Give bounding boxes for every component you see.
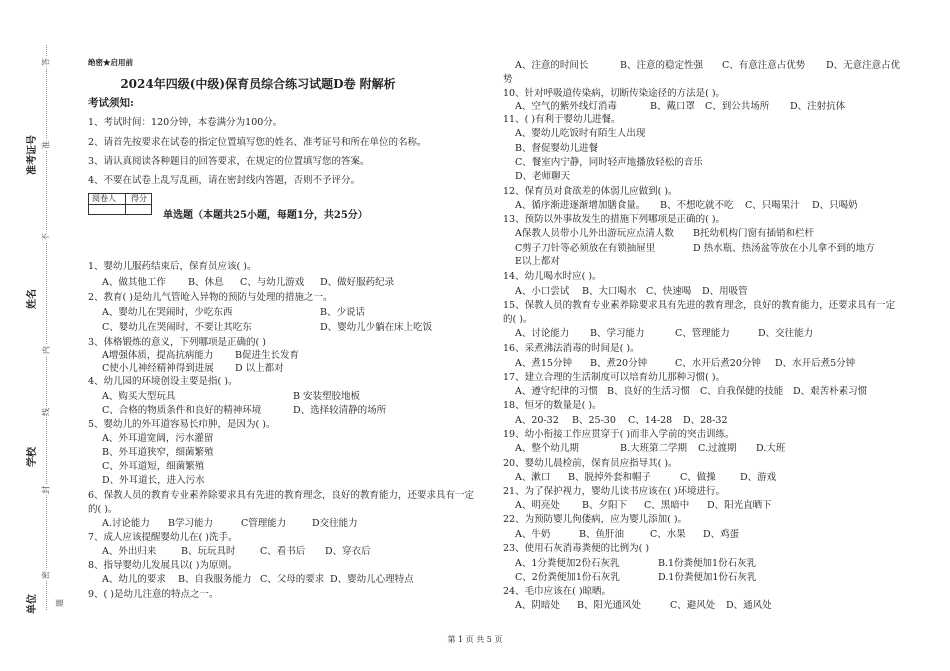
question-20-option-b: B、脱掉外套和帽子 <box>568 472 651 483</box>
question-3-option-a: A增强体质，提高抗病能力 <box>102 350 214 361</box>
question-16-options <box>0 358 950 370</box>
question-9-option-d: D、无意注意占优 <box>826 60 901 71</box>
question-16-option-b: B、煮20分钟 <box>590 358 648 369</box>
question-11-option-a: A、婴幼儿吃饭时有陌生人出现 <box>515 128 646 139</box>
question-6-option-c: C管理能力 <box>241 518 287 529</box>
question-3-option-d: D 以上都对 <box>235 363 284 374</box>
question-3-option-b: B促进生长发育 <box>235 350 299 361</box>
question-23-options <box>0 572 950 584</box>
question-13-options <box>0 228 950 240</box>
question-11-stem: 11、( )有利于婴幼儿进餐。 <box>503 114 621 125</box>
question-19-option-d: D.大班 <box>756 443 786 454</box>
question-21-option-a: A、明亮处 <box>515 500 560 511</box>
question-19-stem: 19、幼小衔接工作应贯穿于( )而非入学前的突击训练。 <box>503 429 735 440</box>
question-23-stem: 23、使用石灰消毒粪便的比例为( ) <box>503 543 650 554</box>
question-7-option-a: A、外出归来 <box>102 546 157 557</box>
question-7-stem: 7、成人应该提醒婴幼儿在( )洗手。 <box>88 532 238 543</box>
question-12-option-b: B、不想吃就不吃 <box>660 200 734 211</box>
question-20-option-d: D、游戏 <box>740 472 777 483</box>
question-18-option-b: B、25-30 <box>572 415 616 426</box>
question-15-stem-continued: 的( )。 <box>503 314 533 325</box>
question-13-option-a: A保教人员带小儿外出游玩应点清人数 <box>515 228 674 239</box>
section-heading: 单选题（本题共25小题，每题1分，共25分） <box>163 210 368 221</box>
question-3-option-c: C使小儿神经精神得到进展 <box>102 363 214 374</box>
question-24-options <box>0 600 950 612</box>
question-15-stem: 15、保教人员的教育专业素养除要求具有先进的教育理念，良好的教育能力，还要求具有一定 <box>503 300 896 311</box>
question-5-stem: 5、婴幼儿的外耳道容易长疖肿，是因为( )。 <box>88 419 276 430</box>
question-22-option-a: A、牛奶 <box>515 529 551 540</box>
question-6-option-a: A.讨论能力 <box>102 518 150 529</box>
seal-line-char: 准 <box>41 141 51 149</box>
question-17-option-d: D、艰苦朴素习惯 <box>793 386 868 397</box>
binding-label-unit: 单位 <box>27 594 38 614</box>
question-14-options <box>0 286 950 298</box>
question-19-options <box>0 443 950 455</box>
question-16-option-a: A、煮15分钟 <box>515 358 572 369</box>
question-4-stem: 4、幼儿园的环境创设主要是指( )。 <box>88 376 238 387</box>
question-13-stem: 13、预防以外事故发生的措施下列哪项是正确的( )。 <box>503 214 726 225</box>
question-14-option-c: C、快速喝 <box>646 286 692 297</box>
question-2-stem: 2、教育( )是幼儿气管呛入异物的预防与处理的措施之一。 <box>88 292 333 303</box>
question-21-option-b: B、夕阳下 <box>582 500 627 511</box>
question-18-option-d: D、28-32 <box>683 415 728 426</box>
question-22-option-d: D、鸡蛋 <box>703 529 740 540</box>
question-8-option-c: C、父母的要求 <box>260 574 325 585</box>
question-8-option-d: D、婴幼儿心理特点 <box>330 574 414 585</box>
question-6-stem: 6、保教人员的教育专业素养除要求具有先进的教育理念，良好的教育能力，还要求具有一定 <box>88 490 475 501</box>
question-21-option-c: C、黑暗中 <box>644 500 690 511</box>
question-9-option-d-continued: 势 <box>503 74 513 85</box>
question-22-option-c: C、水果 <box>650 529 686 540</box>
question-10-option-c: C、到公共场所 <box>705 101 770 112</box>
question-15-options <box>0 328 950 340</box>
score-table-header-grader: 阅卷人 <box>92 194 116 203</box>
question-23-options <box>0 558 950 570</box>
question-13-options <box>0 243 950 255</box>
instructions-heading: 考试须知: <box>88 97 134 109</box>
question-23-option-c: C、2份粪便加1份石灰乳 <box>515 572 620 583</box>
question-8-option-a: A、幼儿的要求 <box>102 574 166 585</box>
question-10-options <box>0 101 950 113</box>
page-title: 2024年四级(中级)保育员综合练习试题D卷 附解析 <box>120 77 396 91</box>
question-10-option-d: D、注射抗体 <box>790 101 846 112</box>
question-11-option-d: D、老师聊天 <box>515 171 571 182</box>
question-12-option-a: A、循序渐进逐渐增加膳食量。 <box>515 200 646 211</box>
question-1-stem: 1、婴幼儿服药结束后，保育员应该( )。 <box>88 261 257 272</box>
question-15-option-c: C、管理能力 <box>675 328 730 339</box>
question-16-option-d: D、水开后煮5分钟 <box>775 358 856 369</box>
question-4-option-c: C、合格的物质条件和良好的精神环境 <box>102 405 262 416</box>
question-13-option-b: B托幼机构门窗有插销和栏杆 <box>693 228 814 239</box>
seal-line-char: 题 <box>55 599 65 607</box>
question-14-option-a: A、小口尝试 <box>515 286 570 297</box>
question-5-option-c: C、外耳道短，细菌繁殖 <box>102 461 205 472</box>
instruction-item: 3、请认真阅读各种题目的回答要求，在规定的位置填写您的答案。 <box>88 156 370 167</box>
question-9-stem: 9、( )是幼儿注意的特点之一。 <box>88 589 219 600</box>
question-15-option-d: D、交往能力 <box>758 328 814 339</box>
seal-line-char: 线 <box>41 408 51 416</box>
question-1-option-c: C、与幼儿游戏 <box>240 277 305 288</box>
binding-label-school: 学校 <box>27 447 38 467</box>
question-1-option-a: A、做其他工作 <box>102 277 166 288</box>
question-20-option-a: A、漱口 <box>515 472 551 483</box>
question-24-stem: 24、毛巾应该在( )晾晒。 <box>503 586 612 597</box>
question-14-stem: 14、幼儿喝水时应( )。 <box>503 271 602 282</box>
seal-line-char: 内 <box>41 346 51 354</box>
binding-label-exam-number: 准考证号 <box>27 135 38 175</box>
question-5-option-b: B、外耳道狭窄，细菌繁殖 <box>102 447 214 458</box>
question-18-option-a: A、20-32 <box>515 415 559 426</box>
question-18-option-c: C、14-28 <box>628 415 673 426</box>
question-1-option-b: B、休息 <box>188 277 224 288</box>
question-7-option-c: C、看书后 <box>260 546 306 557</box>
binding-label-name: 姓名 <box>27 289 38 309</box>
seal-line-char: 密 <box>41 571 51 579</box>
question-8-option-b: B、自我服务能力 <box>178 574 252 585</box>
question-21-options <box>0 500 950 512</box>
question-10-option-b: B、戴口罩 <box>650 101 695 112</box>
seal-line-char: 答 <box>41 58 51 66</box>
question-19-option-b: B.大班第二学期 <box>620 443 688 454</box>
question-11-option-b: B、督促婴幼儿进餐 <box>515 143 598 154</box>
question-5-option-a: A、外耳道宽阔，污水灌留 <box>102 433 214 444</box>
question-20-stem: 20、婴幼儿晨检前，保育员应指导其( )。 <box>503 458 678 469</box>
question-12-stem: 12、保育员对食欲差的体弱儿应做到( )。 <box>503 186 678 197</box>
question-18-stem: 18、恒牙的数量是( )。 <box>503 400 602 411</box>
question-2-option-c: C、婴幼儿在哭闹时，不要让其吃东 <box>102 322 252 333</box>
instruction-item: 1、考试时间：120分钟，本卷满分为100分。 <box>88 117 283 128</box>
question-23-option-a: A、1分粪便加2份石灰乳 <box>515 558 620 569</box>
question-20-options <box>0 472 950 484</box>
score-table-header-score: 得分 <box>131 194 147 203</box>
instruction-item: 4、不要在试卷上乱写乱画，请在密封线内答题，否则不予评分。 <box>88 175 361 186</box>
question-6-option-d: D交往能力 <box>312 518 358 529</box>
question-9-option-b: B、注意的稳定性强 <box>620 60 703 71</box>
question-22-options <box>0 529 950 541</box>
question-10-stem: 10、针对呼吸道传染病，切断传染途径的方法是( )。 <box>503 88 726 99</box>
question-14-option-d: D、用吸管 <box>702 286 748 297</box>
question-9-option-c: C、有意注意占优势 <box>722 60 806 71</box>
question-6-stem-continued: 的( )。 <box>88 504 118 515</box>
question-23-option-b: B.1份粪便加1份石灰乳 <box>658 558 757 569</box>
question-4-option-d: D、选择较清静的场所 <box>293 405 387 416</box>
question-4-option-b: B 安装塑胶地板 <box>293 391 361 402</box>
question-14-option-b: B、大口喝水 <box>582 286 637 297</box>
question-24-option-d: D、通风处 <box>726 600 772 611</box>
question-5-option-d: D、外耳道长，进入污水 <box>102 475 205 486</box>
question-15-option-b: B、学习能力 <box>590 328 645 339</box>
instruction-item: 2、请首先按要求在试卷的指定位置填写您的姓名、准考证号和所在单位的名称。 <box>88 137 427 148</box>
classification-mark: 绝密★启用前 <box>88 58 133 67</box>
question-17-options <box>0 386 950 398</box>
question-15-option-a: A、讨论能力 <box>515 328 570 339</box>
question-12-option-d: D、只喝奶 <box>812 200 858 211</box>
seal-line-char: 不 <box>41 233 51 241</box>
question-8-stem: 8、指导婴幼儿发展具以( )为原则。 <box>88 560 238 571</box>
question-22-option-b: B、鱼肝油 <box>579 529 624 540</box>
question-2-option-a: A、婴幼儿在哭闹时，少吃东西 <box>102 307 233 318</box>
question-16-option-c: C、水开后煮20分钟 <box>675 358 761 369</box>
question-4-option-a: A、购买大型玩具 <box>102 391 176 402</box>
question-2-option-b: B、少说话 <box>320 307 365 318</box>
question-12-option-c: C、只喝果汁 <box>745 200 800 211</box>
question-7-option-d: D、穿衣后 <box>325 546 371 557</box>
question-7-option-b: B、玩玩具时 <box>181 546 236 557</box>
question-19-option-a: A、整个幼儿期 <box>515 443 579 454</box>
question-16-stem: 16、采煮沸法消毒的时间是( )。 <box>503 343 640 354</box>
question-3-stem: 3、体格锻炼的意义，下列哪项是正确的( ) <box>88 337 266 348</box>
question-21-option-d: D、阳光直晒下 <box>707 500 772 511</box>
question-13-option-e: E以上都对 <box>515 256 560 267</box>
question-23-option-d: D.1份粪便加1份石灰乳 <box>658 572 757 583</box>
page-number: 第 1 页 共 5 页 <box>447 635 503 644</box>
question-17-option-b: B、良好的生活习惯 <box>607 386 690 397</box>
question-24-option-c: C、避风处 <box>670 600 716 611</box>
question-17-option-a: A、遵守纪律的习惯 <box>515 386 598 397</box>
question-17-stem: 17、建立合理的生活制度可以培育幼儿那种习惯( )。 <box>503 372 726 383</box>
question-19-option-c: C.过渡期 <box>698 443 737 454</box>
question-2-option-d: D、婴幼儿少躺在床上吃饭 <box>320 322 433 333</box>
question-22-stem: 22、为预防婴儿佝偻病，应为婴儿添加( )。 <box>503 514 688 525</box>
question-9-options <box>0 60 950 72</box>
question-20-option-c: C、做操 <box>680 472 716 483</box>
question-18-options <box>0 415 950 427</box>
question-24-option-a: A、阴暗处 <box>515 600 560 611</box>
question-21-stem: 21、为了保护视力，婴幼儿读书应该在( )环境进行。 <box>503 486 726 497</box>
question-24-option-b: B、阳光通风处 <box>577 600 641 611</box>
seal-line-char: 封 <box>41 486 51 494</box>
question-6-option-b: B学习能力 <box>168 518 213 529</box>
question-7-options <box>0 546 950 558</box>
question-10-option-a: A、空气的紫外线灯消毒 <box>515 101 617 112</box>
question-11-option-c: C、餐室内宁静，同时轻声地播放轻松的音乐 <box>515 157 703 168</box>
question-17-option-c: C、自我保健的技能 <box>700 386 784 397</box>
question-13-option-d: D 热水瓶、热汤盆等放在小儿拿不到的地方 <box>693 243 875 254</box>
question-1-option-d: D、做好服药纪录 <box>320 277 395 288</box>
question-13-option-c: C剪子刀针等必须放在有锁抽屉里 <box>515 243 656 254</box>
question-9-option-a: A、注意的时间长 <box>515 60 589 71</box>
question-12-options <box>0 200 950 212</box>
